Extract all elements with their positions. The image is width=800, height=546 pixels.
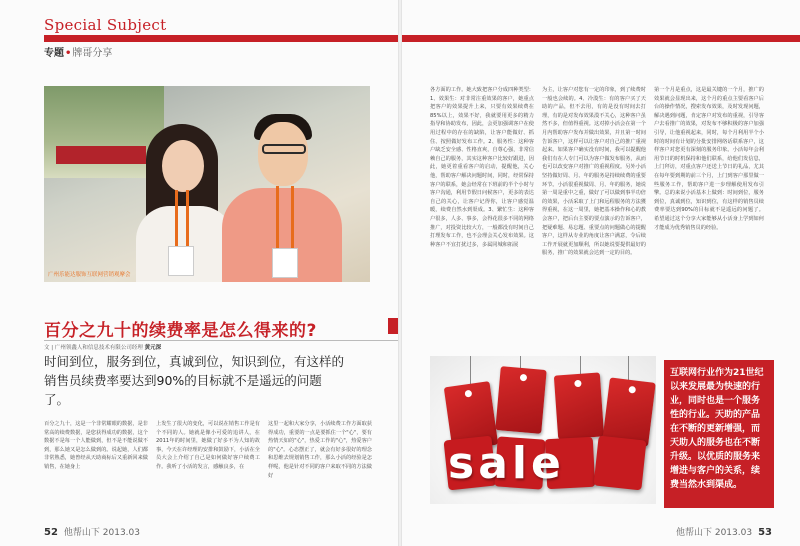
header-red-bar [44,35,398,42]
section-label [44,44,112,59]
photo-banner-red [56,146,146,164]
page-number-left: 52 [44,527,58,538]
header-red-bar-right [402,35,800,42]
byline-author: 黄元深 [144,345,162,351]
body-column-2: 上发生了很大的变化，可以说在销售工作是有个不同的人。她就是像小可爱的追讲人，在2011年的时间里，她做了好多不为人知的故事，今天在许经理的安排和鼓励下，小活在全员大会上介绍了自己是如何做好客户续费工作。我听了小活的发言，感触良多，在 [156,421,260,470]
woman-lanyard [175,190,189,254]
folio-right [676,525,772,538]
tag-string [470,356,471,386]
right-page [402,0,800,546]
page-number-right: 53 [758,527,772,538]
article-lead: 时间到位，服务到位，真诚到位，知识到位，有这样的销售员续费率要达到90%的目标就不是遥远的问题了。 [44,354,345,407]
sale-tags-image [430,356,656,504]
body-column-1: 百分之九十，这是一个非常耀眼的数据，是非常高的续费数据，是您获得成功的数据，这个数据不是每一个人能做到，但不是不能说做不到，那么她又是怎么做到的。说起她，人们都非常熟悉，她曾经从天助商标后又重新回来做销售，在她身上 [44,421,148,470]
sale-letter-card [594,436,647,491]
section-separator: • [65,48,72,59]
body-column-4: 各方面的工作。她大致把客户分成四种类型：1、效果生：对非常注重效果的客户，她重点把客户的效果提升上来，只要有效果续费在85%以上，效果不好，我就要用更多的精力指导和协助发布，因此，会更加强调客户在使用过程中的存在的缺陷，让客户能做好、抓住、按照做好发布工作。2、服务性：这种客户缺乏安全感、性格直爽，自尊心强，非常信赖自己的服务，其实这种客户比较好跟进，因此，她更着重看客户的启动，提醒他，关心他，帮助客户解决问题时间，同时，经常保持客户的联系，她会经常在下班前的半个小时与客户沟通，利用节假日问候客户，更多的表达自己的关心，让客户记得你，让客户感觉温暖，续费自然水到渠成。3、繁忙生：这种客户很多，人多、事多，会得花很多不同的网络推广，对投资比较大方，一般都没有时间自己打理发布工作，也不会理会关心发布效果。这种客户不宜打扰过多，多属同城和拓展 [430,87,534,248]
man-lanyard [276,186,294,256]
folio-left-text: 他帮山下 2013.03 [63,528,141,538]
woman-face [162,140,204,192]
section-kicker: Special Subject [44,16,167,34]
headline-accent-block [388,318,398,334]
left-page [0,0,398,546]
man-glasses [262,144,306,154]
section-label-main: 专题 [44,48,64,59]
byline-prefix: 文 | 广州领鑫人和信息技术有限公司经理 [44,345,143,351]
folio-left [44,525,140,538]
price-tag [554,372,604,439]
section-label-sub: 牌哥分享 [72,48,113,59]
body-column-3: 这里一起和大家分享，小活续费工作方面取获得成功，重要的一点是要抓住一个"心"，要有热情天如的"心"，热爱工作的"心"，热爱客户的"心"。心态摆正了，就会有好多很好的理念和思维去规划销售工作，那么小活的经验是怎样呢，他是针对不同的客户来取不同的方法做好 [268,421,372,479]
body-column-6: 第一个月是重点，这是最关键的一个月，推广的效果就会显现出来，这个月的重点主要看客户后台的操作情况，搜索发布效果，及时发现问题，解决遇到问题，肯定客户对发布的重视，引导客户去看推广的效果，对发布不够积极的客户加强引导，让他重视起来，同时，每个月利用半个小时的时间有计划的分批安排网络话联系客户，这样客户对您更有深刻的服务印象。小活每年会利用节日的时机保持和他们联系，给他们发信息，上门拜访，对重点客户还送上节日的礼品，尤其在每年要到期的前三个月，上门到客户那里做一些服务工作，帮助客户进一步理解使用发布引擎。总的来说小活基本上做到：时间到位，服务到位，真诚到位，知识到位，有这样的销售员续费率要达到90%的目标就不是遥远的问题了。希望通过这个分享大家能够从小活身上学到如何才能成为优秀销售员的经验。 [654,87,764,231]
tag-string [628,356,629,382]
article-headline: 百分之九十的续费率是怎么得来的? [44,321,317,341]
man-face [258,122,308,186]
pull-quote-box: 互联网行业作为21世纪以来发展最为快速的行业，同时也是一个服务性的行业。天助的产品在不断的更新增强，而天助人的服务也在不断升级。以优质的服务来增进与客户的关系，续费当然水到渠成。 [664,360,774,508]
woman-badge [168,246,194,276]
article-byline [44,340,398,351]
article-photo [44,86,370,282]
folio-right-text: 他帮山下 2013.03 [675,528,753,538]
price-tag [495,366,546,434]
sale-word: sale [448,438,565,489]
photo-caption: 广州乐能达服饰互联网营销观摩会 [48,272,131,278]
man-badge [272,248,298,278]
body-column-5: 为主，让客户对您有一定的印象，到了续费时一般也会续的。4、冷漠生：有的客户买了天助的产品，但不去用，有的是没有时间去打理，有的是对发布效果漠不关心，这种客户虽然不多，但值得重视。这对掉小活会在第一个月内帮助客户发布并做出效果，并且第一时间告诉客户，这样可以让客户对自己的推广重视起来。如果客户确实没有时间，我可以提醒他我们有在人专门可以为客户做发布服务，从而也可以改变客户对推广的重视程度。另外小活坚持做好周、月、年的服务是持续续费的重要环节。小活很重视做周、月、年的服务，她说第一周是重中之重，做好了可以做到事半功倍的效果，小活采取了上门和远程服务的方法獲得重视，在这一周里，她把基本操作和心的教会客户，把后台主要的要点演示的告诉客户，把疑难题、易忘题、重要点的问题做心的提醒客户，这样从专业的角度让客户满意，令后续工作开展就更加顺利，所以她说要提供最好的服务，推广的效果就会达到一定的目的。 [542,87,646,257]
